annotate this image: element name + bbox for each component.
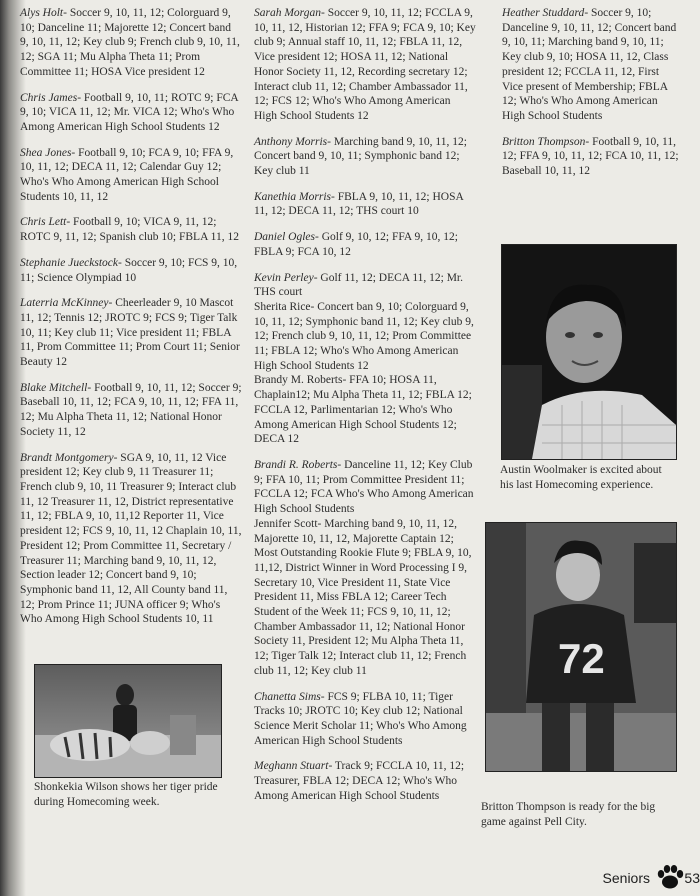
senior-name: Sarah Morgan xyxy=(254,7,321,19)
paw-print-icon xyxy=(656,864,684,890)
senior-activities: - Track 9; FCCLA 10, 11, 12; Treasurer, FBLA 12; DECA 12; Who's Who Among American High School Students xyxy=(254,760,465,802)
senior-activities: - Football 9, 10; VICA 9, 11, 12; ROTC 9, 11, 12; Spanish club 10; FBLA 11, 12 xyxy=(20,216,239,244)
senior-activities: - Soccer 9, 10, 11, 12; FCCLA 9, 10, 11, 12, Historian 12; FFA 9; FCA 9, 10; Key club 9; Annual staff 10, 11, 12; FBLA 11, 12, Vice president 12; HOSA 11, 12; National Honor Society 11, 12, Recording secretary 12; Interact club 11, 12; Chamber Ambassador 11, 12; FCS 12; Who's Who Among American High School Students 12 xyxy=(254,7,476,122)
senior-name: Shea Jones xyxy=(20,146,72,159)
senior-name: Stephanie Jueckstock xyxy=(20,256,119,269)
senior-name: Chanetta Sims xyxy=(254,690,321,703)
photo-britton-thompson xyxy=(485,522,677,772)
senior-entry xyxy=(254,190,476,219)
senior-activities: - Danceline 11, 12; Key Club 9; FFA 10, 11; Prom Committee President 11; FCCLA 12; FCA Who's Who Among American High School Students Jennifer Scott- Marching band 9, 10, 11, 12, Majorette 10, 11, 12, Majorette Captain 12; Most Outstanding Rookie Flute 9; FBLA 9, 10, 11,12, District Winner in Word Processing I 9, Secretary 10, Vice President 11, State Vice President 11, Miss FBLA 12; Career Tech Student of the Week 11; FCS 9, 10, 11, 12; Chamber Ambassador 11, 12; National Honor Society 11, President 12; Mu Alpha Theta 11, 12; Tiger Talk 12; Interact club 11, 12; French club 11, 12; Key club 11 xyxy=(254,458,474,677)
photo-austin-woolmaker xyxy=(501,244,677,460)
senior-entry xyxy=(254,271,476,447)
tiger-statue-photo-image xyxy=(35,665,221,777)
senior-activities: - FBLA 9, 10, 11, 12; HOSA 11, 12; DECA 11, 12; THS court 10 xyxy=(254,190,464,218)
senior-name: Anthony Morris xyxy=(254,135,328,148)
senior-activities: - FCS 9; FLBA 10, 11; Tiger Tracks 10; JROTC 10; Key club 12; National Science Merit Scholar 11; Who's Who Among American High School Students xyxy=(254,690,467,747)
senior-activities: - Golf 11, 12; DECA 11, 12; Mr. THS court Sherita Rice- Concert ban 9, 10; Colorguard 9, 10, 11, 12; Symphonic band 11, 12; Key club 9, 12; French club 9, 10, 11, 12; Prom Committee 11; FBLA 12; Who's Who Among American High School Students 12 Brandy M. Roberts- FFA 10; HOSA 11, Chaplain12; Mu Alpha Theta 11, 12; FBLA 12; FCCLA 12, Parlimentarian 12; Who's Who Among American High School Students 12; DECA 12 xyxy=(254,271,474,446)
senior-activities: - Soccer 9, 10; Danceline 9, 10, 11, 12; Concert band 9, 10, 11; Marching band 9, 10, 11; Key club 9, 10; HOSA 11, 12, Class president 12; FCCLA 11, 12, First Vice present of Membership; FBLA 12; Who's Who Among American High School Students xyxy=(502,7,677,122)
senior-entry xyxy=(254,230,476,259)
senior-entry xyxy=(254,690,476,749)
column-3 xyxy=(502,6,680,190)
senior-activities: - Soccer 9, 10; FCS 9, 10, 11; Science Olympiad 10 xyxy=(20,256,238,284)
senior-entry xyxy=(20,256,242,285)
senior-entry xyxy=(254,135,476,179)
senior-activities: - SGA 9, 10, 11, 12 Vice president 12; Key club 9, 11 Treasurer 11; French club 9, 10, 11 Treasurer 9; Interact club 11, 12 Treasurer 11, 12, District representative 11, 12; FBLA 9, 10, 11,12 Reporter 11, Vice president 12; FCS 9, 10, 11, 12 Chaplain 10, 11, President 12; Prom Committee 11, Secretary / Treasurer 11; Marching band 9, 10, 11, 12, Section leader 12; Concert band 9, 10; Symphonic band 11, 12, All County band 11, 12; Prom Prince 11; JUNA officer 9; Who's Who Among High School Students 10, 11 xyxy=(20,451,242,626)
senior-name: Brandt Montgomery xyxy=(20,451,114,464)
caption-britton: Britton Thompson is ready for the big game against Pell City. xyxy=(481,801,656,828)
senior-name: Chris Lett xyxy=(20,216,67,229)
jersey-photo-image xyxy=(486,523,676,771)
senior-activities: - Golf 9, 10, 12; FFA 9, 10, 12; FBLA 9; FCA 10, 12 xyxy=(254,231,458,258)
senior-entry xyxy=(20,451,242,627)
caption-austin: Austin Woolmaker is excited about his last Homecoming experience. xyxy=(500,464,662,491)
senior-activities: - Football 9, 10, 11; ROTC 9; FCA 9, 10; VICA 11, 12; Mr. VICA 12; Who's Who Among American High School Students 12 xyxy=(20,91,239,133)
senior-entry xyxy=(20,381,242,440)
portrait-photo-image xyxy=(502,245,676,459)
column-2 xyxy=(254,6,476,814)
senior-name: Heather Studdard xyxy=(502,7,585,19)
senior-name: Alys Holt xyxy=(20,7,64,19)
senior-name: Kevin Perley xyxy=(254,271,314,284)
senior-activities: - Soccer 9, 10, 11, 12; Colorguard 9, 10; Danceline 11; Majorette 12; Concert band 9, 10, 11, 12; Key club 9; French club 9, 10, 11, 12; SGA 11; Mu Alpha Theta 11; Prom Committee 11; HOSA Vice president 12 xyxy=(20,7,240,78)
senior-name: Blake Mitchell xyxy=(20,381,88,394)
page-number: 53 xyxy=(684,870,700,886)
senior-activities: - Football 9, 10, 11, 12; FFA 9, 10, 11, 12; FCA 10, 11, 12; Baseball 10, 11, 12 xyxy=(502,135,679,178)
senior-entry xyxy=(20,6,242,80)
jersey-number: 72 xyxy=(558,635,605,682)
senior-activities: - Cheerleader 9, 10 Mascot 11, 12; Tennis 12; JROTC 9; FCS 9; Tiger Talk 10, 11; Key club 11; Vice president 11; FBLA 11, Prom Committee 11; Prom Court 11; Senior Beauty 12 xyxy=(20,297,240,369)
senior-activities: - Football 9, 10; FCA 9, 10; FFA 9, 10, 11, 12; DECA 11, 12; Calendar Guy 12; Who's Who Among American High School Students 10, 11, 12 xyxy=(20,146,234,203)
section-label: Seniors xyxy=(602,870,650,886)
senior-activities: - Marching band 9, 10, 11, 12; Concert band 9, 10, 11; Symphonic band 12; Key club 11 xyxy=(254,135,467,178)
senior-name: Britton Thompson xyxy=(502,135,586,148)
column-1 xyxy=(20,6,242,638)
senior-name: Laterria McKinney xyxy=(20,297,109,310)
senior-entry xyxy=(20,215,242,244)
senior-entry xyxy=(254,458,476,679)
senior-entry xyxy=(20,146,242,205)
senior-entry xyxy=(254,759,476,803)
caption-shonkekia: Shonkekia Wilson shows her tiger pride during Homecoming week. xyxy=(34,781,218,808)
senior-entry xyxy=(502,6,680,124)
senior-name: Kanethia Morris xyxy=(254,190,331,203)
senior-activities: - Football 9, 10, 11, 12; Soccer 9; Baseball 10, 11, 12; FCA 9, 10, 11, 12; FFA 11, 12; Mu Alpha Theta 11, 12; National Honor Society 11, 12 xyxy=(20,381,242,438)
senior-name: Brandi R. Roberts xyxy=(254,458,338,471)
senior-entry xyxy=(20,91,242,135)
senior-entry xyxy=(20,296,242,370)
senior-name: Chris James xyxy=(20,91,78,104)
photo-shonkekia-tiger xyxy=(34,664,222,778)
senior-entry xyxy=(254,6,476,124)
senior-entry xyxy=(502,135,680,179)
senior-name: Meghann Stuart xyxy=(254,760,329,773)
senior-name: Daniel Ogles xyxy=(254,231,316,244)
